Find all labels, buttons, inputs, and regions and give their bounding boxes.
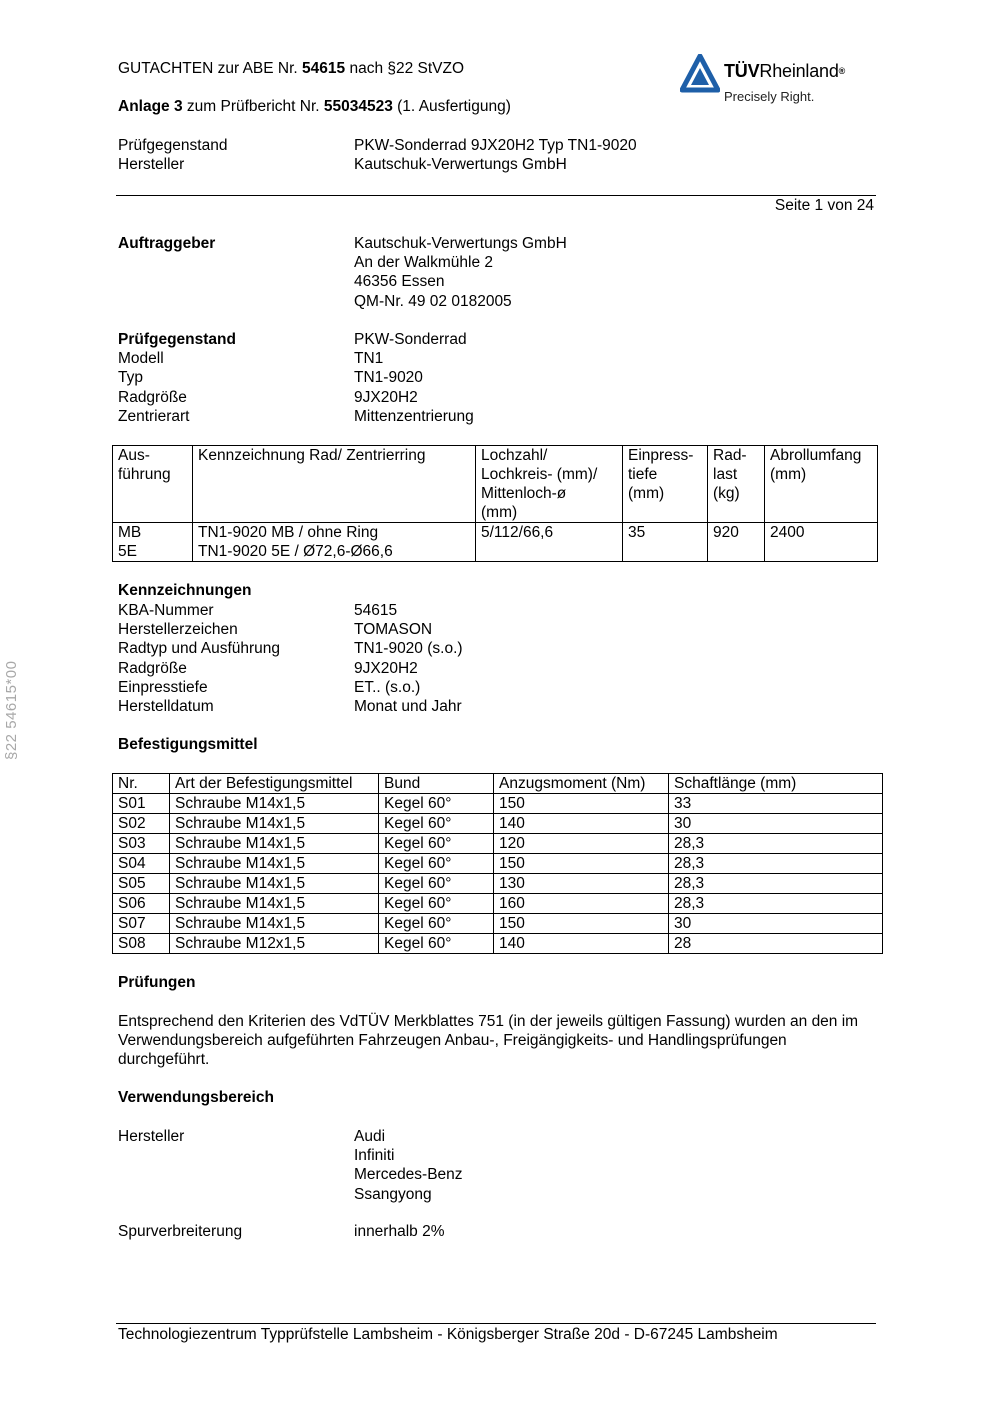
rad-cell: TN1-9020 MB / ohne Ring TN1-9020 5E / Ø72,6-Ø66,6	[193, 523, 476, 562]
bef-cell: 28,3	[669, 854, 883, 874]
bef-cell: 28,3	[669, 874, 883, 894]
tuv-logo	[678, 54, 868, 106]
kz-value: TOMASON	[354, 621, 433, 639]
bef-cell: S01	[113, 794, 170, 814]
bef-cell: Kegel 60°	[379, 934, 494, 954]
pg-key: Radgröße	[118, 388, 187, 406]
bef-cell: Schraube M14x1,5	[170, 874, 379, 894]
hersteller-item: Audi	[354, 1128, 386, 1145]
bef-cell: 28	[669, 934, 883, 954]
logo-tagline: Precisely Right.	[724, 89, 815, 104]
bef-cell: 130	[494, 874, 669, 894]
bef-header-cell: Schaftlänge (mm)	[669, 774, 883, 794]
header-key: Hersteller	[118, 156, 185, 174]
spur-label: Spurverbreiterung	[118, 1223, 243, 1240]
bef-cell: S05	[113, 874, 170, 894]
table-row	[113, 794, 883, 814]
pruefungen-text: Entsprechend den Kriterien des VdTÜV Merkblattes 751 (in der jeweils gültigen Fassung) wurden an den im Verwendungsbereich aufgeführten Fahrzeugen Anbau-, Freigängigkeits- und Handlingsprüfungen durchgeführt.	[118, 1013, 859, 1068]
bef-header-row	[113, 774, 883, 794]
bef-cell: 140	[494, 934, 669, 954]
pg-key: Modell	[118, 350, 164, 368]
bef-cell: Kegel 60°	[379, 834, 494, 854]
hersteller-label: Hersteller	[118, 1128, 185, 1145]
auftraggeber-line: 46356 Essen	[354, 273, 445, 291]
bef-header-cell: Anzugsmoment (Nm)	[494, 774, 669, 794]
befestigung-table	[112, 773, 883, 954]
side-reference: §22 54615*00	[3, 660, 20, 760]
table-row	[113, 874, 883, 894]
footer-text: Technologiezentrum Typprüfstelle Lambsheim - Königsberger Straße 20d - D-67245 Lambsheim	[118, 1326, 778, 1343]
bef-cell: Schraube M12x1,5	[170, 934, 379, 954]
bef-header-cell: Art der Befestigungsmittel	[170, 774, 379, 794]
table-row	[113, 834, 883, 854]
kz-key: Radgröße	[118, 659, 187, 677]
rad-header-cell: Rad- last (kg)	[708, 446, 765, 523]
table-row	[113, 854, 883, 874]
pg-value: Mittenzentrierung	[354, 407, 474, 425]
rad-header-cell: Einpress- tiefe (mm)	[623, 446, 708, 523]
bef-cell: 28,3	[669, 834, 883, 854]
rad-cell: 920	[708, 523, 765, 562]
table-row	[113, 934, 883, 954]
kz-value: 9JX20H2	[354, 659, 418, 677]
verwendung-hersteller	[118, 1127, 463, 1204]
rad-cell: 5/112/66,6	[476, 523, 623, 562]
bef-cell: Kegel 60°	[379, 814, 494, 834]
pruefgegenstand-section	[118, 330, 474, 426]
auftraggeber-line: QM-Nr. 49 02 0182005	[354, 292, 512, 310]
bef-cell: Kegel 60°	[379, 894, 494, 914]
kz-value: TN1-9020 (s.o.)	[354, 640, 463, 658]
anlage-line	[118, 97, 511, 116]
bef-cell: S03	[113, 834, 170, 854]
bef-cell: 150	[494, 914, 669, 934]
pruefgegenstand-title: Prüfgegenstand	[118, 331, 236, 348]
bef-cell: 160	[494, 894, 669, 914]
bef-cell: S04	[113, 854, 170, 874]
kz-key: Radtyp und Ausführung	[118, 640, 281, 658]
rad-cell: MB 5E	[113, 523, 193, 562]
hersteller-item: Ssangyong	[354, 1185, 432, 1203]
header-value: Kautschuk-Verwertungs GmbH	[354, 156, 567, 174]
spur-row	[118, 1222, 444, 1241]
abe-number: 54615	[302, 60, 346, 77]
bef-cell: 150	[494, 854, 669, 874]
pg-value: TN1	[354, 350, 384, 368]
bef-cell: S02	[113, 814, 170, 834]
rad-header-cell: Lochzahl/ Lochkreis- (mm)/ Mittenloch-ø (mm)	[476, 446, 623, 523]
kz-key: KBA-Nummer	[118, 602, 214, 619]
bef-cell: 28,3	[669, 894, 883, 914]
kz-value: 54615	[354, 602, 398, 619]
bef-cell: Schraube M14x1,5	[170, 834, 379, 854]
pruefgegenstand-value: PKW-Sonderrad	[354, 331, 467, 348]
header-key: Prüfgegenstand	[118, 137, 228, 154]
bef-cell: 30	[669, 914, 883, 934]
bef-cell: Schraube M14x1,5	[170, 894, 379, 914]
anlage-label: Anlage 3	[118, 98, 183, 115]
header-divider	[116, 195, 876, 196]
rad-header-cell: Aus- führung	[113, 446, 193, 523]
footer-divider	[116, 1323, 876, 1324]
bef-cell: Schraube M14x1,5	[170, 814, 379, 834]
bef-cell: 120	[494, 834, 669, 854]
bef-cell: S08	[113, 934, 170, 954]
rad-header-cell: Abrollumfang (mm)	[765, 446, 878, 523]
kennzeichnungen-list	[118, 601, 463, 716]
pg-value: TN1-9020	[354, 369, 423, 387]
table-row	[113, 894, 883, 914]
kz-value: ET.. (s.o.)	[354, 678, 421, 696]
rad-cell: 2400	[765, 523, 878, 562]
abe-title-prefix: GUTACHTEN zur ABE Nr.	[118, 60, 303, 77]
bef-cell: Kegel 60°	[379, 914, 494, 934]
table-row	[113, 814, 883, 834]
header-row	[118, 155, 637, 174]
anlage-text: zum Prüfbericht Nr.	[182, 98, 324, 115]
spur-value: innerhalb 2%	[354, 1223, 445, 1240]
hersteller-item: Infiniti	[354, 1147, 395, 1165]
befestigung-title: Befestigungsmittel	[118, 736, 258, 753]
kz-key: Herstelldatum	[118, 697, 214, 715]
pruefbericht-number: 55034523	[323, 98, 393, 115]
bef-cell: Kegel 60°	[379, 874, 494, 894]
abe-title-suffix: nach §22 StVZO	[345, 60, 465, 77]
hersteller-item: Mercedes-Benz	[354, 1166, 463, 1184]
bef-cell: Schraube M14x1,5	[170, 794, 379, 814]
bef-header-cell: Bund	[379, 774, 494, 794]
bef-cell: Schraube M14x1,5	[170, 914, 379, 934]
logo-brand-rest: Rheinland	[759, 61, 839, 81]
auftraggeber-line: Kautschuk-Verwertungs GmbH	[354, 235, 567, 252]
table-row	[113, 914, 883, 934]
logo-brand-bold: TÜV	[724, 61, 760, 81]
auftraggeber-label: Auftraggeber	[118, 235, 216, 252]
rad-table-row	[113, 523, 878, 562]
bef-cell: S06	[113, 894, 170, 914]
page-number: Seite 1 von 24	[774, 197, 874, 214]
bef-header-cell: Nr.	[113, 774, 170, 794]
rad-table	[112, 445, 878, 562]
pg-key: Zentrierart	[118, 407, 190, 425]
kennzeichnungen-title: Kennzeichnungen	[118, 582, 252, 599]
rad-cell: 35	[623, 523, 708, 562]
kz-key: Herstellerzeichen	[118, 621, 238, 639]
bef-cell: 33	[669, 794, 883, 814]
verwendung-title: Verwendungsbereich	[118, 1089, 274, 1106]
pg-key: Typ	[118, 369, 143, 387]
pg-value: 9JX20H2	[354, 388, 418, 406]
pruefungen-title: Prüfungen	[118, 974, 196, 991]
bef-cell: 150	[494, 794, 669, 814]
auftraggeber-section	[118, 234, 567, 311]
kz-key: Einpresstiefe	[118, 678, 208, 696]
logo-reg: ®	[838, 66, 846, 76]
tuv-triangle-icon	[680, 54, 720, 94]
rad-header-cell: Kennzeichnung Rad/ Zentrierring	[193, 446, 476, 523]
bef-cell: Schraube M14x1,5	[170, 854, 379, 874]
rad-table-header-row	[113, 446, 878, 523]
auftraggeber-line: An der Walkmühle 2	[354, 254, 493, 272]
ausfertigung-text: (1. Ausfertigung)	[392, 98, 511, 115]
logo-brand	[724, 62, 845, 81]
bef-cell: 30	[669, 814, 883, 834]
header-info	[118, 136, 637, 174]
bef-cell: S07	[113, 914, 170, 934]
abe-title-line	[118, 59, 464, 78]
kz-value: Monat und Jahr	[354, 697, 462, 715]
bef-body	[113, 794, 883, 954]
header-row	[118, 136, 637, 155]
bef-cell: Kegel 60°	[379, 854, 494, 874]
header-value: PKW-Sonderrad 9JX20H2 Typ TN1-9020	[354, 137, 637, 154]
bef-cell: Kegel 60°	[379, 794, 494, 814]
bef-cell: 140	[494, 814, 669, 834]
